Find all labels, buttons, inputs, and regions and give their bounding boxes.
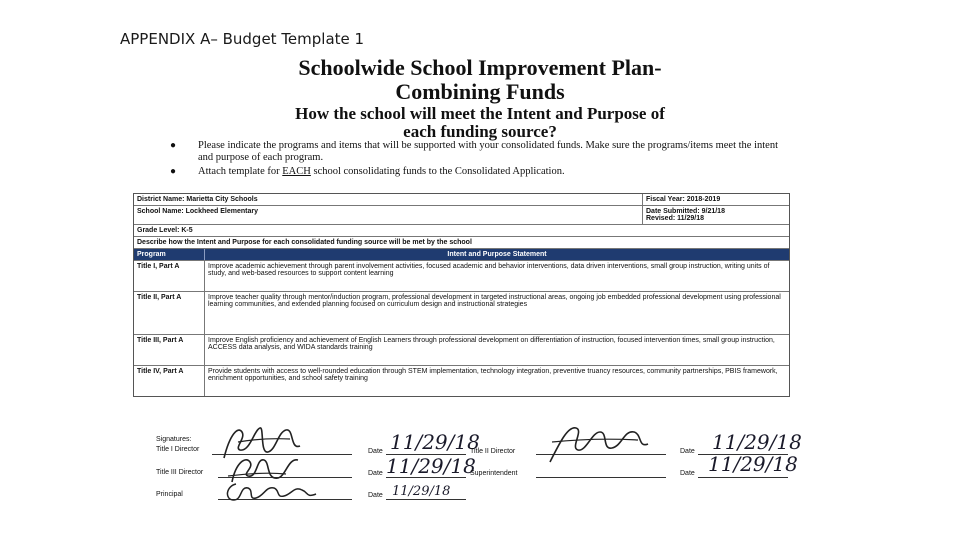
grade-row — [134, 225, 789, 237]
instruction-item — [170, 140, 790, 164]
signatures-label: Signatures: — [156, 436, 192, 443]
revised-date: Revised: 11/29/18 — [646, 215, 704, 222]
instruction-text-after: school consolidating funds to the Consolidated Application. — [310, 166, 565, 177]
superintendent-label: Superintendent — [470, 470, 518, 477]
title3-director-label: Title III Director — [156, 469, 204, 476]
table-row — [134, 292, 789, 335]
program-statement: Provide students with access to well-rounded education through STEM implementation, technology integration, preventive truancy resources, community partnerships, PBIS framework, enrichment opportunities, and school safety training — [208, 368, 778, 382]
date-label: Date — [368, 470, 383, 477]
title-line-1: Schoolwide School Improvement Plan- — [298, 55, 662, 80]
table-row — [134, 366, 789, 396]
district-row — [134, 194, 789, 206]
dates-cell — [643, 206, 789, 224]
bullet-icon: ● — [170, 166, 177, 177]
describe-instruction: Describe how the Intent and Purpose for each consolidated funding source will be met by the school — [137, 239, 472, 246]
title-line-2: Combining Funds — [395, 79, 565, 104]
title3-date-handwritten: 11/29/18 — [386, 454, 476, 478]
subtitle-line-2: each funding source? — [403, 122, 557, 141]
fiscal-year: Fiscal Year: 2018-2019 — [646, 196, 721, 203]
instruction-text: Please indicate the programs and items that will be supported with your consolidated funds. Make sure the programs/items meet the intent and purpose of each program. — [198, 140, 778, 163]
date-label: Date — [368, 492, 383, 499]
school-name: School Name: Lockheed Elementary — [134, 206, 643, 224]
program-statement: Improve English proficiency and achievement of English Learners through professional development on differentiation of instruction, focused intervention times, small group instruction, ACCESS data analysis, and WIDA standards training — [208, 337, 775, 351]
title2-director-label: Title II Director — [470, 448, 516, 455]
instructions-list — [170, 140, 790, 180]
subtitle-line-1: How the school will meet the Intent and Purpose of — [295, 104, 665, 123]
date-line — [386, 499, 466, 500]
date-submitted: Date Submitted: 9/21/18 — [646, 208, 725, 215]
program-column-header: Program — [134, 249, 205, 260]
date-label: Date — [680, 470, 695, 477]
table-header — [134, 249, 789, 261]
title1-date-handwritten: 11/29/18 — [390, 430, 480, 454]
principal-date-handwritten: 11/29/18 — [392, 484, 451, 499]
statement-column-header: Intent and Purpose Statement — [447, 251, 547, 258]
superintendent-signature-line — [536, 477, 666, 478]
instruction-item — [170, 166, 790, 178]
instruction-text-before: Attach template for — [198, 166, 283, 177]
title2-date-handwritten: 11/29/18 — [712, 430, 802, 454]
table-row — [134, 261, 789, 292]
grade-level: Grade Level: K-5 — [137, 227, 193, 234]
title2-signature-icon — [542, 422, 652, 466]
program-statement: Improve academic achievement through parent involvement activities, focused academic and behavior interventions, data driven interventions, small group instruction, writing units of study, and web-based resources to support content learning — [208, 263, 770, 277]
describe-row — [134, 237, 789, 249]
budget-form — [133, 193, 790, 397]
instruction-emphasis: EACH — [282, 166, 311, 177]
school-row — [134, 206, 789, 225]
appendix-label: APPENDIX A– Budget Template 1 — [120, 30, 365, 48]
program-statement: Improve teacher quality through mentor/induction program, professional development in targeted instructional areas, ongoing job embedded professional development using professional learning communities, and extended planning focused on curriculum design and instructional strategies — [208, 294, 781, 308]
program-name: Title II, Part A — [134, 292, 205, 334]
principal-label: Principal — [156, 491, 183, 498]
bullet-icon: ● — [170, 140, 177, 151]
date-line — [698, 477, 788, 478]
signature-block — [150, 428, 800, 508]
program-name: Title I, Part A — [134, 261, 205, 291]
title1-director-label: Title I Director — [156, 446, 200, 453]
principal-signature-icon — [222, 478, 322, 506]
table-row — [134, 335, 789, 366]
superintendent-date-handwritten: 11/29/18 — [708, 452, 798, 476]
program-name: Title IV, Part A — [134, 366, 205, 396]
program-name: Title III, Part A — [134, 335, 205, 365]
date-label: Date — [368, 448, 383, 455]
district-name: District Name: Marietta City Schools — [134, 194, 643, 205]
date-label: Date — [680, 448, 695, 455]
